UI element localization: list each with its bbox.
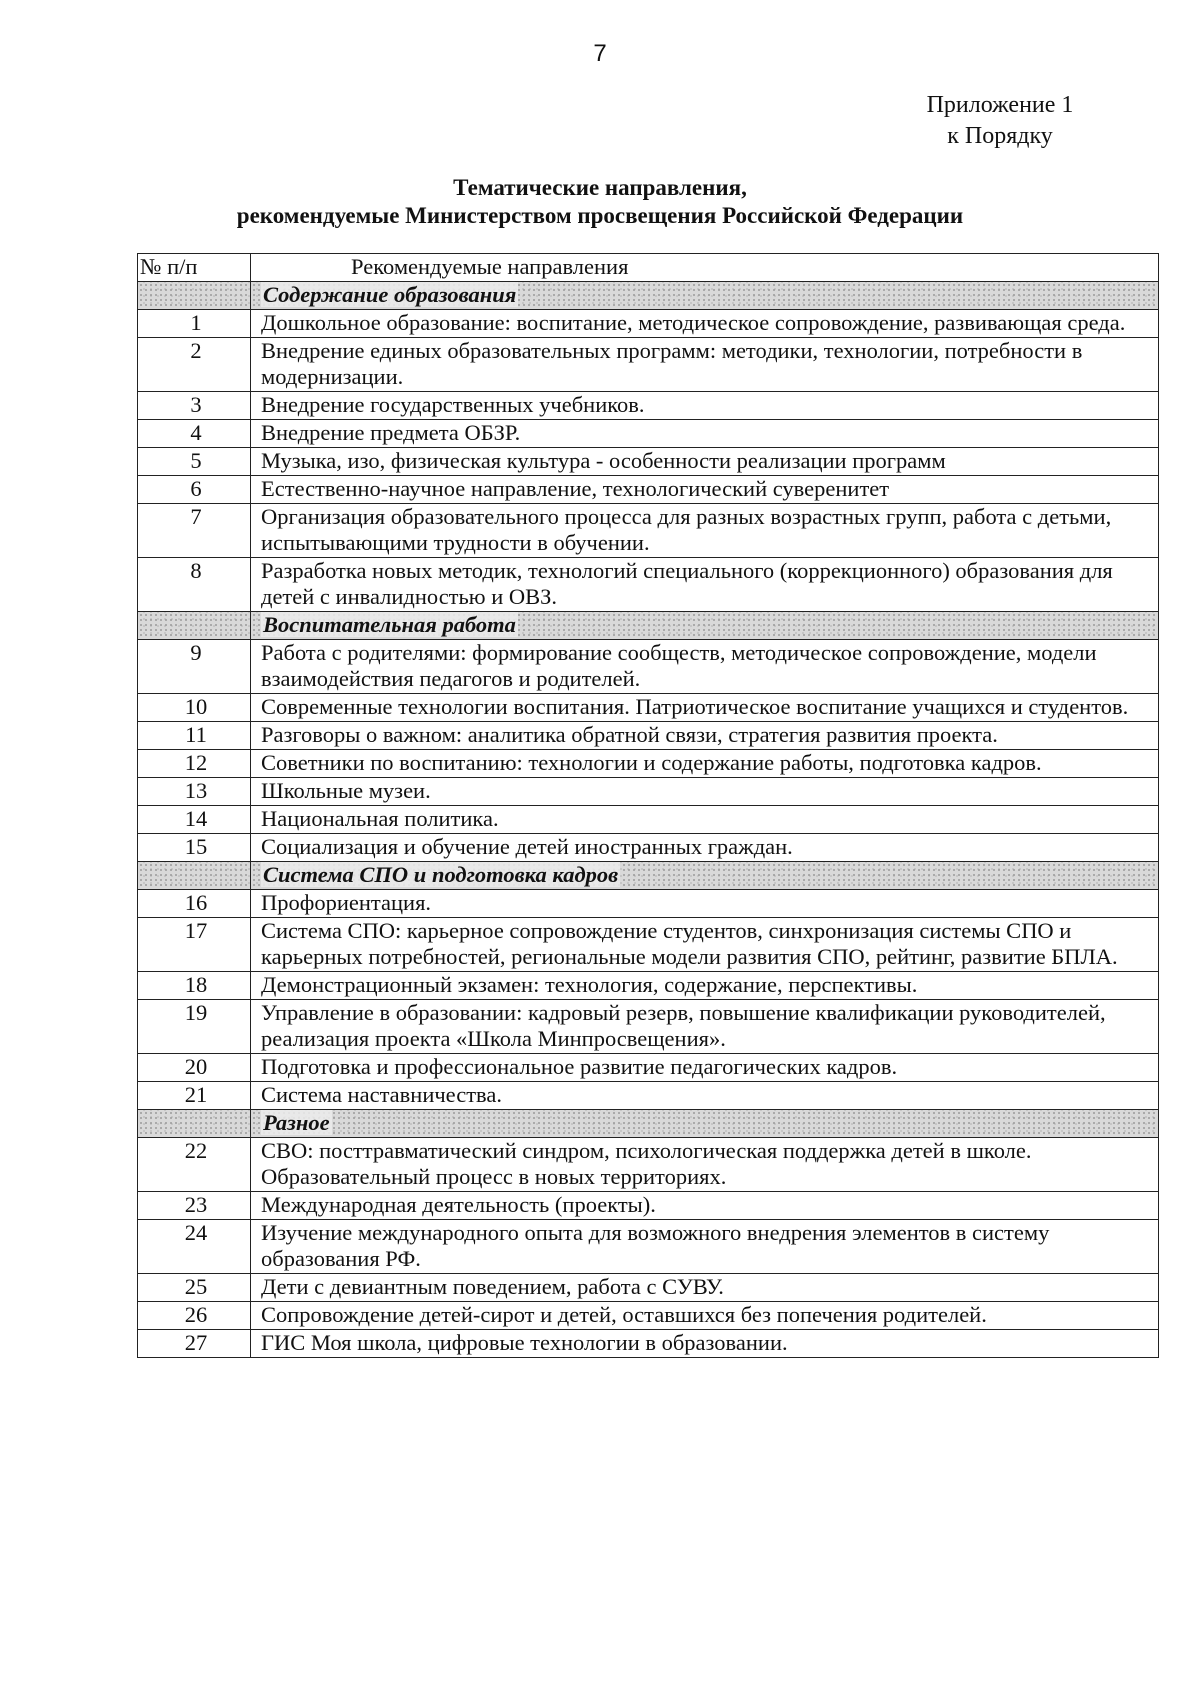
row-number: 4 [138,420,251,448]
row-number: 16 [138,890,251,918]
row-number: 14 [138,806,251,834]
row-direction-text: Система СПО: карьерное сопровождение студентов, синхронизация системы СПО и карьерных потребностей, региональные модели развития СПО, рейтинг, развитие БПЛА. [251,918,1159,972]
document-title [0,174,1200,230]
table-body [138,282,1159,1358]
row-direction-text: Внедрение предмета ОБЗР. [251,420,1159,448]
table-row [138,1302,1159,1330]
title-line-1: Тематические направления, [453,175,747,200]
row-direction-text: Система наставничества. [251,1082,1159,1110]
table-row [138,1000,1159,1054]
table-row [138,1220,1159,1274]
appendix-reference [900,90,1100,152]
section-title: Содержание образования [263,282,517,307]
page-number: 7 [593,40,607,67]
table-row [138,1138,1159,1192]
row-direction-text: Социализация и обучение детей иностранных граждан. [251,834,1159,862]
table-row [138,640,1159,694]
table-row [138,834,1159,862]
section-row [138,282,1159,310]
row-direction-text: Международная деятельность (проекты). [251,1192,1159,1220]
row-number: 11 [138,722,251,750]
row-direction-text: Школьные музеи. [251,778,1159,806]
table-row [138,1192,1159,1220]
row-direction-text: Профориентация. [251,890,1159,918]
title-line-2: рекомендуемые Министерством просвещения Российской Федерации [236,203,964,228]
table-row [138,918,1159,972]
row-number: 22 [138,1138,251,1192]
row-direction-text: Демонстрационный экзамен: технология, содержание, перспективы. [251,972,1159,1000]
section-title: Воспитательная работа [263,612,516,637]
table-row [138,448,1159,476]
section-number-cell [138,862,251,890]
row-number: 1 [138,310,251,338]
topics-table [137,253,1159,1358]
section-row [138,1110,1159,1138]
section-title: Система СПО и подготовка кадров [263,862,619,887]
row-direction-text: Работа с родителями: формирование сообществ, методическое сопровождение, модели взаимодействия педагогов и родителей. [251,640,1159,694]
appendix-line-1: Приложение 1 [926,92,1074,118]
section-title-cell [251,282,1159,310]
row-number: 17 [138,918,251,972]
row-number: 21 [138,1082,251,1110]
row-number: 20 [138,1054,251,1082]
section-title-cell [251,862,1159,890]
table-row [138,1082,1159,1110]
table-row [138,694,1159,722]
table-row [138,890,1159,918]
row-direction-text: Сопровождение детей-сирот и детей, оставшихся без попечения родителей. [251,1302,1159,1330]
table-header-row [138,254,1159,282]
row-direction-text: Подготовка и профессиональное развитие педагогических кадров. [251,1054,1159,1082]
column-header-directions: Рекомендуемые направления [251,254,1159,282]
row-number: 25 [138,1274,251,1302]
table-row [138,722,1159,750]
row-direction-text: Разговоры о важном: аналитика обратной связи, стратегия развития проекта. [251,722,1159,750]
row-number: 27 [138,1330,251,1358]
section-number-cell [138,282,251,310]
row-number: 6 [138,476,251,504]
section-title-cell [251,612,1159,640]
table-row [138,972,1159,1000]
row-direction-text: Современные технологии воспитания. Патриотическое воспитание учащихся и студентов. [251,694,1159,722]
table-row [138,504,1159,558]
section-number-cell [138,612,251,640]
row-direction-text: Дошкольное образование: воспитание, методическое сопровождение, развивающая среда. [251,310,1159,338]
row-direction-text: Внедрение единых образовательных программ: методики, технологии, потребности в модернизации. [251,338,1159,392]
table-row [138,1054,1159,1082]
table-row [138,476,1159,504]
table-row [138,1274,1159,1302]
table-row [138,338,1159,392]
appendix-line-2: к Порядку [947,123,1053,149]
table-row [138,750,1159,778]
row-number: 24 [138,1220,251,1274]
column-header-number: № п/п [138,254,251,282]
row-direction-text: Изучение международного опыта для возможного внедрения элементов в систему образования РФ. [251,1220,1159,1274]
row-number: 5 [138,448,251,476]
row-direction-text: Внедрение государственных учебников. [251,392,1159,420]
table-row [138,558,1159,612]
row-direction-text: Советники по воспитанию: технологии и содержание работы, подготовка кадров. [251,750,1159,778]
row-number: 23 [138,1192,251,1220]
row-number: 13 [138,778,251,806]
row-number: 2 [138,338,251,392]
row-number: 9 [138,640,251,694]
table-row [138,392,1159,420]
table-row [138,420,1159,448]
row-number: 7 [138,504,251,558]
row-direction-text: Естественно-научное направление, технологический суверенитет [251,476,1159,504]
row-number: 15 [138,834,251,862]
section-row [138,612,1159,640]
section-title: Разное [263,1110,330,1135]
row-number: 18 [138,972,251,1000]
row-direction-text: Управление в образовании: кадровый резерв, повышение квалификации руководителей, реализация проекта «Школа Минпросвещения». [251,1000,1159,1054]
row-direction-text: СВО: посттравматический синдром, психологическая поддержка детей в школе. Образовательный процесс в новых территориях. [251,1138,1159,1192]
row-direction-text: ГИС Моя школа, цифровые технологии в образовании. [251,1330,1159,1358]
row-number: 3 [138,392,251,420]
row-number: 19 [138,1000,251,1054]
row-direction-text: Музыка, изо, физическая культура - особенности реализации программ [251,448,1159,476]
table-row [138,778,1159,806]
section-title-cell [251,1110,1159,1138]
row-number: 26 [138,1302,251,1330]
row-number: 12 [138,750,251,778]
row-number: 10 [138,694,251,722]
table-row [138,806,1159,834]
table-row [138,310,1159,338]
row-direction-text: Национальная политика. [251,806,1159,834]
row-direction-text: Дети с девиантным поведением, работа с СУВУ. [251,1274,1159,1302]
section-row [138,862,1159,890]
table-row [138,1330,1159,1358]
row-number: 8 [138,558,251,612]
row-direction-text: Разработка новых методик, технологий специального (коррекционного) образования для детей с инвалидностью и ОВЗ. [251,558,1159,612]
row-direction-text: Организация образовательного процесса для разных возрастных групп, работа с детьми, испытывающими трудности в обучении. [251,504,1159,558]
section-number-cell [138,1110,251,1138]
